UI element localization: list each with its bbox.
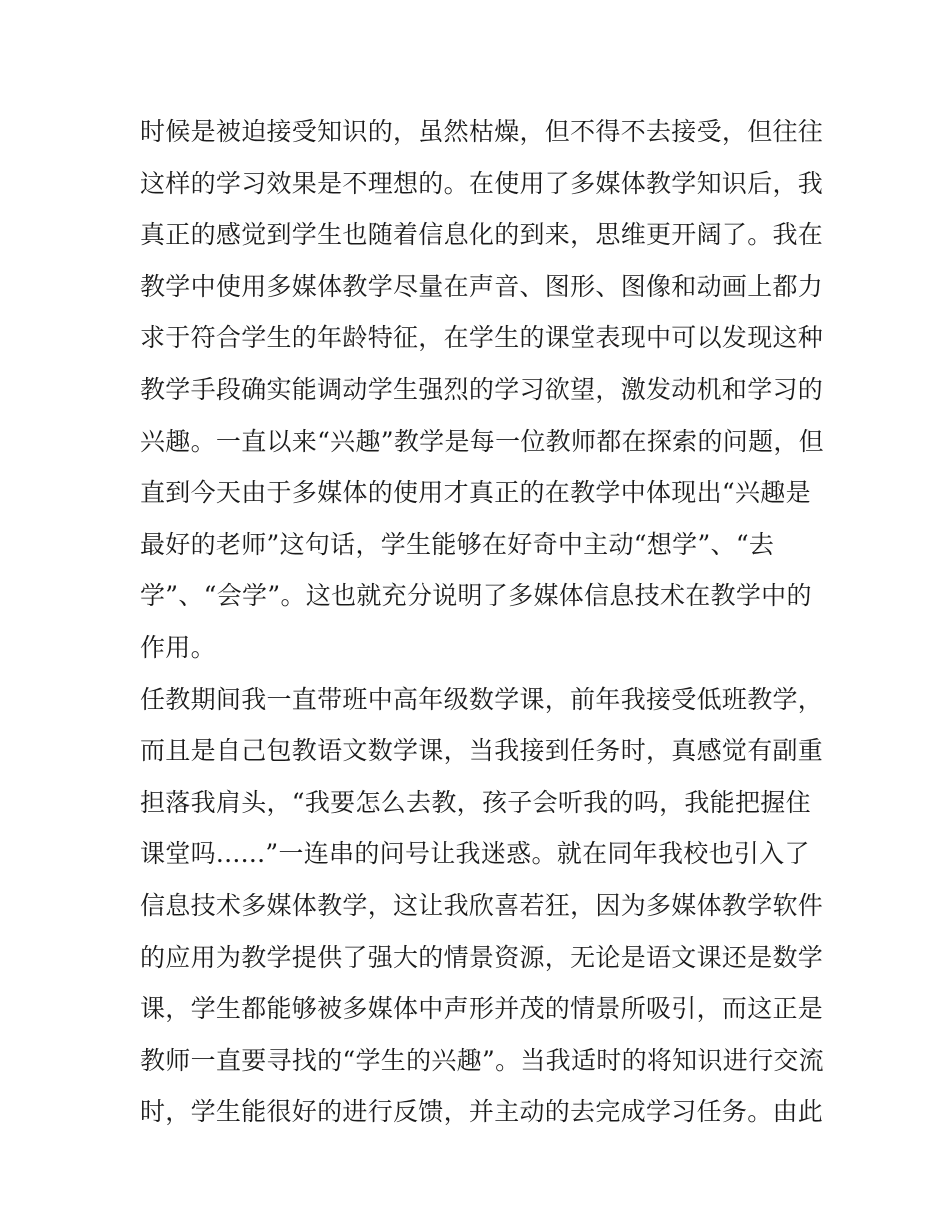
text-line: 担落我肩头，“我要怎么去教，孩子会听我的吗，我能把握住 (140, 787, 811, 817)
text-line: 课堂吗......”一连串的问号让我迷惑。就在同年我校也引入了 (140, 839, 810, 869)
text-line: 而且是自己包教语文数学课，当我接到任务时，真感觉有副重 (140, 736, 824, 766)
text-line: 任教期间我一直带班中高年级数学课，前年我接受低班教学， (140, 684, 824, 714)
text-line: 最好的老师”这句话，学生能够在好奇中主动“想学”、“去 (140, 529, 775, 559)
text-line: 这样的学习效果是不理想的。在使用了多媒体教学知识后，我 (140, 168, 824, 198)
text-line: 作用。 (140, 632, 216, 662)
text-line: 教学手段确实能调动学生强烈的学习欲望，激发动机和学习的 (140, 374, 824, 404)
text-line: 兴趣。一直以来“兴趣”教学是每一位教师都在探索的问题，但 (140, 426, 824, 456)
text-line: 课，学生都能够被多媒体中声形并茂的情景所吸引，而这正是 (140, 994, 824, 1024)
body-text (140, 106, 824, 1138)
text-line: 教学中使用多媒体教学尽量在声音、图形、图像和动画上都力 (140, 271, 824, 301)
text-line: 学”、“会学”。这也就充分说明了多媒体信息技术在教学中的 (140, 581, 812, 611)
text-line: 信息技术多媒体教学，这让我欣喜若狂，因为多媒体教学软件 (140, 890, 824, 920)
text-line: 真正的感觉到学生也随着信息化的到来，思维更开阔了。我在 (140, 220, 824, 250)
text-line: 求于符合学生的年龄特征，在学生的课堂表现中可以发现这种 (140, 323, 824, 353)
text-line: 时，学生能很好的进行反馈，并主动的去完成学习任务。由此 (140, 1097, 824, 1127)
text-line: 教师一直要寻找的“学生的兴趣”。当我适时的将知识进行交流 (140, 1045, 824, 1075)
text-line: 的应用为教学提供了强大的情景资源，无论是语文课还是数学 (140, 942, 824, 972)
text-line: 直到今天由于多媒体的使用才真正的在教学中体现出“兴趣是 (140, 478, 811, 508)
text-line: 时候是被迫接受知识的，虽然枯燥，但不得不去接受，但往往 (140, 117, 824, 146)
